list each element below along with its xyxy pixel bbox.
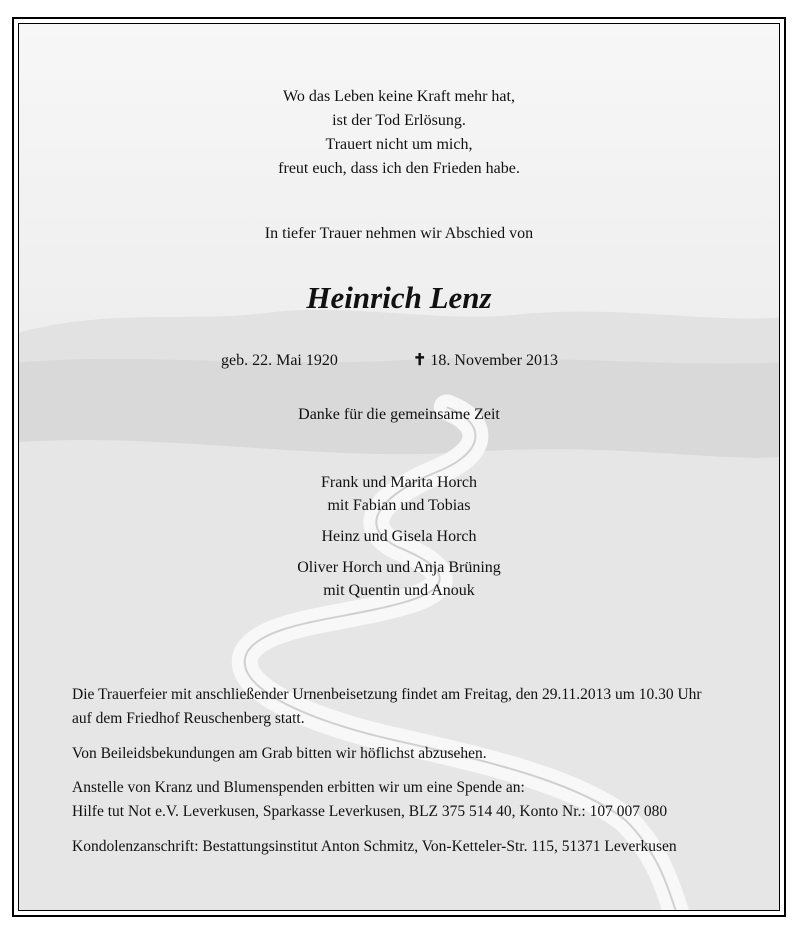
obituary-frame <box>12 17 786 917</box>
birth-date: geb. 22. Mai 1920 <box>221 352 338 369</box>
thanks-text: Danke für die gemeinsame Zeit <box>298 406 500 423</box>
poem-line-2: ist der Tod Erlösung. <box>332 112 466 129</box>
death-date-group <box>413 349 558 373</box>
mourner-line-1: Frank und Marita Horch <box>321 474 477 491</box>
funeral-info-line-2: auf dem Friedhof Reuschenberg statt. <box>72 710 305 727</box>
funeral-info-line-1: Die Trauerfeier mit anschließender Urnenbeisetzung findet am Freitag, den 29.11.2013 um 10.30 Uhr <box>72 686 702 703</box>
mourner-line-3: Heinz und Gisela Horch <box>321 528 477 545</box>
death-date: 18. November 2013 <box>430 352 558 369</box>
condolence-address: Kondolenzanschrift: Bestattungsinstitut Anton Schmitz, Von-Ketteler-Str. 115, 51371 Leverkusen <box>72 838 677 855</box>
mourner-line-5: mit Quentin und Anouk <box>323 582 475 599</box>
obituary-inner-border <box>18 23 780 911</box>
donation-line-1: Anstelle von Kranz und Blumenspenden erbitten wir um eine Spende an: <box>72 779 525 796</box>
mourner-line-4: Oliver Horch und Anja Brüning <box>297 559 501 576</box>
mourner-line-2: mit Fabian und Tobias <box>327 497 471 514</box>
condolence-request: Von Beileidsbekundungen am Grab bitten wir höflichst abzusehen. <box>72 745 487 762</box>
poem-line-1: Wo das Leben keine Kraft mehr hat, <box>283 88 515 105</box>
poem-line-4: freut euch, dass ich den Frieden habe. <box>278 160 520 177</box>
obituary-content <box>19 24 779 910</box>
cross-icon: ✝ <box>413 352 427 369</box>
intro-text: In tiefer Trauer nehmen wir Abschied von <box>264 225 534 242</box>
poem-line-3: Trauert nicht um mich, <box>325 136 473 153</box>
deceased-name: Heinrich Lenz <box>306 280 492 315</box>
donation-line-2: Hilfe tut Not e.V. Leverkusen, Sparkasse Leverkusen, BLZ 375 514 40, Konto Nr.: 107 007 080 <box>72 803 668 820</box>
